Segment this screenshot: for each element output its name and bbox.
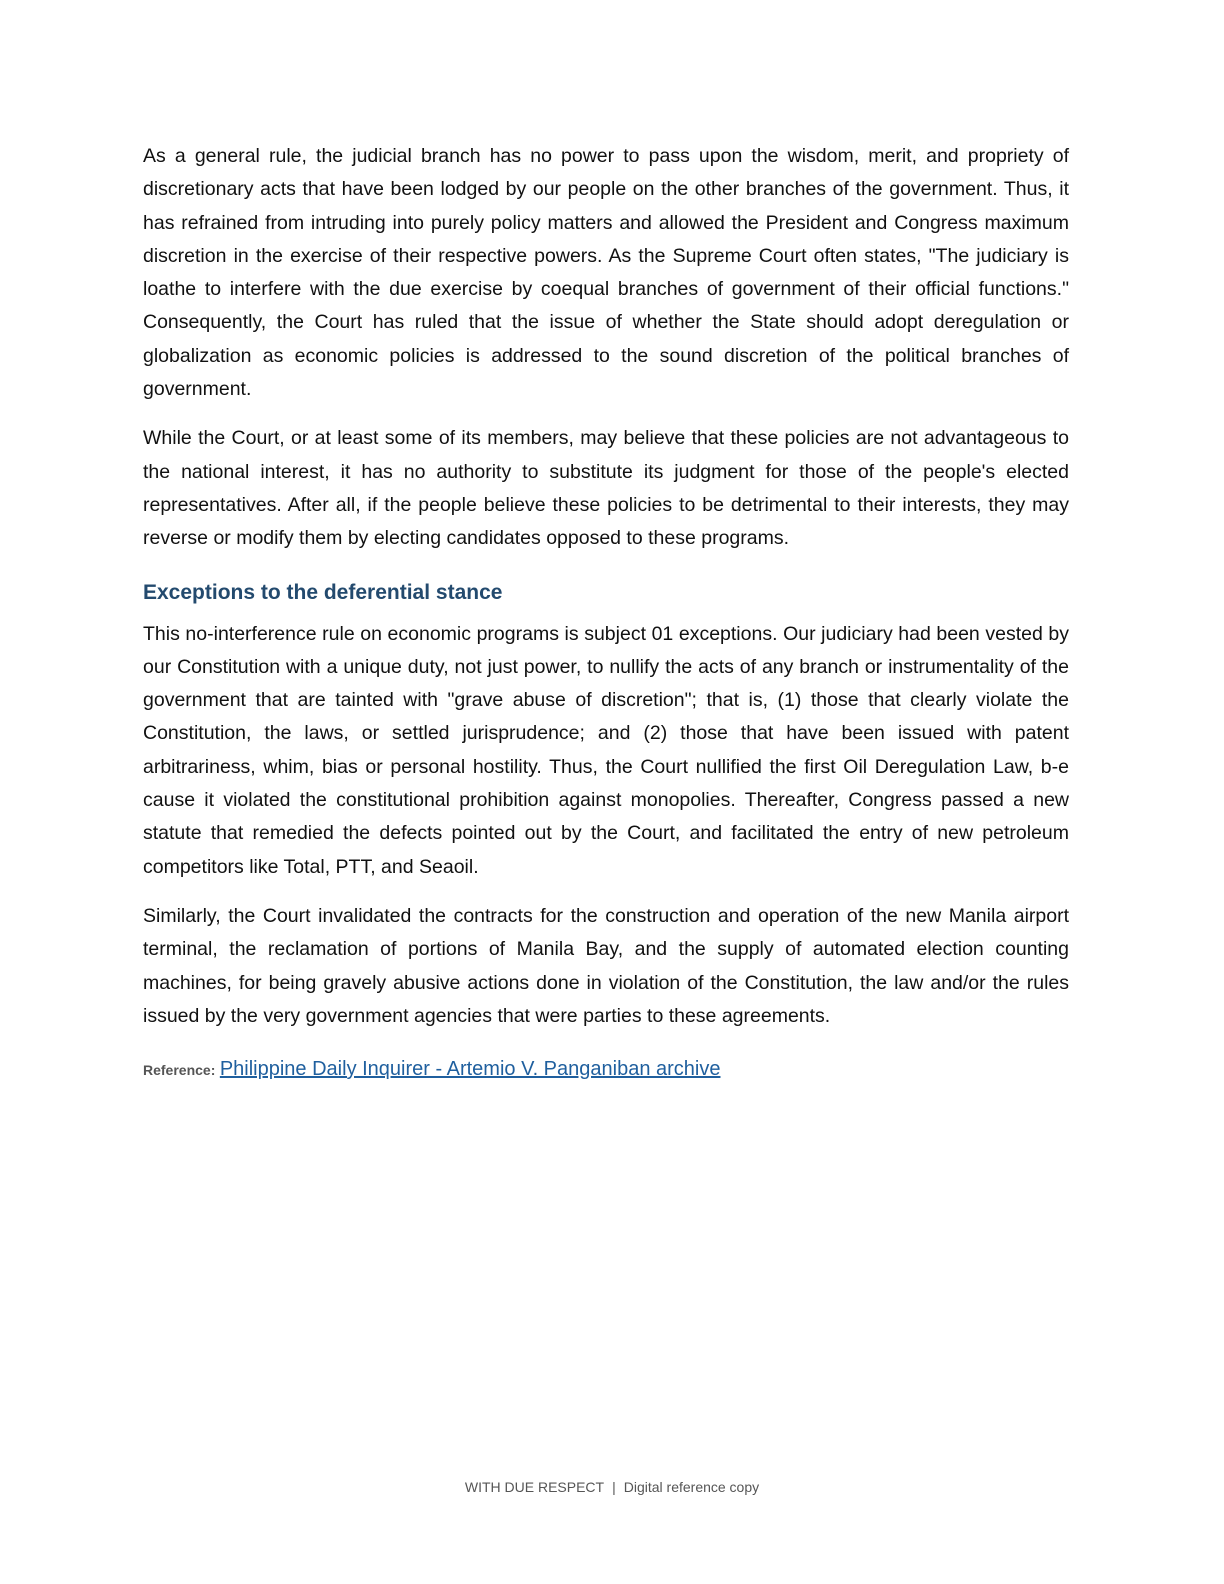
- reference-label: Reference:: [143, 1062, 216, 1079]
- footer-subtitle: Digital reference copy: [623, 1479, 760, 1495]
- body-paragraph-4: Similarly, the Court invalidated the contracts for the construction and operation of the new Manila airport terminal, the reclamation of portions of Manila Bay, and the supply of automated election counting machines, for being gravely abusive actions done in violation of the Constitution, the law and/or the rules issued by the very government agencies that were parties to these agreements.: [143, 904, 1069, 1027]
- body-paragraph-3: This no-interference rule on economic programs is subject 01 exceptions. Our judiciary had been vested by our Constitution with a unique duty, not just power, to nullify the acts of any branch or instrumentality of the government that are tainted with "grave abuse of discretion"; that is, (1) those that clearly violate the Constitution, the laws, or settled jurisprudence; and (2) those that have been issued with patent arbitrariness, whim, bias or personal hostility. Thus, the Court nullified the first Oil Deregulation Law, b-e cause it violated the constitutional prohibition against monopolies. Thereafter, Congress passed a new statute that remedied the defects pointed out by the Court, and facilitated the entry of new petroleum competitors like Total, PTT, and Seaoil.: [143, 622, 1069, 878]
- footer-separator: |: [612, 1479, 616, 1495]
- section-heading: Exceptions to the deferential stance: [143, 580, 503, 604]
- reference-line: [143, 1055, 1069, 1085]
- reference-link[interactable]: Philippine Daily Inquirer - Artemio V. Panganiban archive: [219, 1058, 721, 1081]
- footer-title: WITH DUE RESPECT: [464, 1479, 605, 1495]
- body-paragraph-1: As a general rule, the judicial branch has no power to pass upon the wisdom, merit, and propriety of discretionary acts that have been lodged by our people on the other branches of the government. Thus, it has refrained from intruding into purely policy matters and allowed the President and Congress maximum discretion in the exercise of their respective powers. As the Supreme Court often states, "The judiciary is loathe to interfere with the due exercise by coequal branches of government of their official functions." Consequently, the Court has ruled that the issue of whether the State should adopt deregulation or globalization as economic policies is addressed to the sound discretion of the political branches of government.: [143, 145, 1069, 401]
- body-paragraph-2: While the Court, or at least some of its members, may believe that these policies are not advantageous to the national interest, it has no authority to substitute its judgment for those of the people's elected representatives. After all, if the people believe these policies to be detrimental to their interests, they may reverse or modify them by electing candidates opposed to these programs.: [143, 427, 1069, 550]
- page-footer: [0, 1479, 1224, 1495]
- document-body: [143, 140, 1069, 1085]
